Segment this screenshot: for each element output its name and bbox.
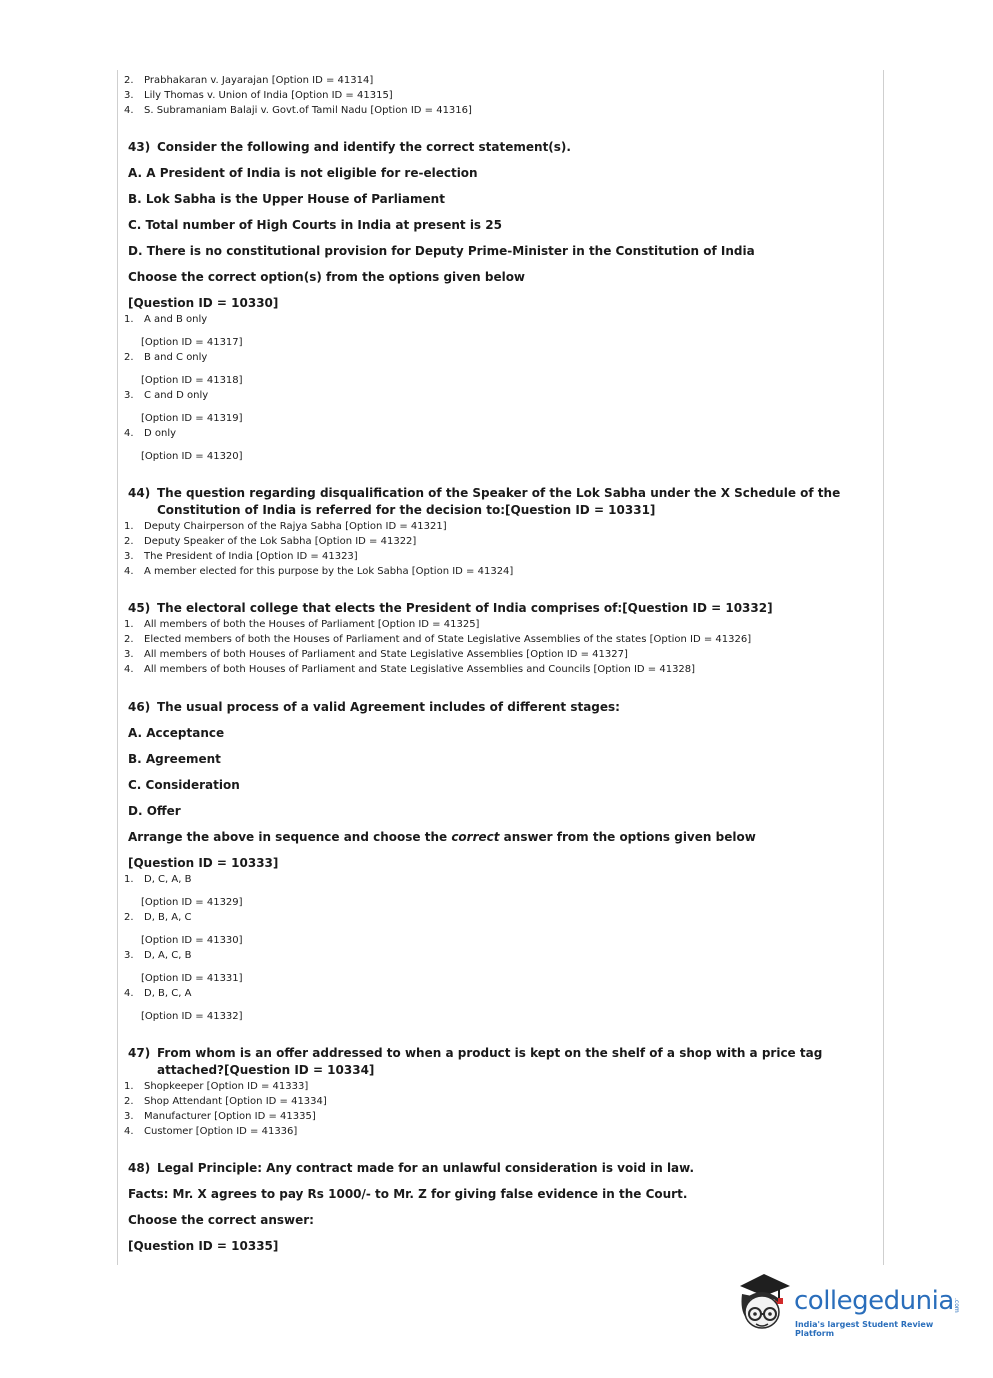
- statement: B. Agreement: [128, 752, 221, 766]
- option-row: 3. All members of both Houses of Parliament and State Legislative Assemblies [Option ID = 41327]: [124, 649, 628, 660]
- option-id: [Option ID = 41319]: [141, 413, 243, 424]
- question-47: [124, 1045, 869, 1139]
- question-title: 48) Legal Principle: Any contract made for an unlawful consideration is void in law.: [128, 1161, 695, 1175]
- statement: B. Lok Sabha is the Upper House of Parliament: [128, 192, 445, 206]
- logo-tagline: India's largest Student Review Platform: [795, 1320, 934, 1338]
- statement: C. Total number of High Courts in India at present is 25: [128, 218, 502, 232]
- option-row: 1. Deputy Chairperson of the Rajya Sabha [Option ID = 41321]: [124, 521, 447, 532]
- option-id: [Option ID = 41329]: [141, 897, 243, 908]
- option-id: [Option ID = 41331]: [141, 973, 243, 984]
- question-title: 47) From whom is an offer addressed to when a product is kept on the shelf of a shop with a price tag attached?[Question ID = 10334]: [128, 1046, 823, 1077]
- question-45: [124, 600, 869, 677]
- statement: D. There is no constitutional provision for Deputy Prime-Minister in the Constitution of India: [128, 244, 755, 258]
- option-id: [Option ID = 41320]: [141, 451, 243, 462]
- question-title: 46) The usual process of a valid Agreement includes of different stages:: [128, 700, 620, 714]
- option-row: 4. A member elected for this purpose by the Lok Sabha [Option ID = 41324]: [124, 566, 514, 577]
- option-row: 3. The President of India [Option ID = 41323]: [124, 551, 358, 562]
- arrange-instruction: Arrange the above in sequence and choose the correct answer from the options given below: [128, 830, 756, 844]
- question-id: [Question ID = 10330]: [128, 296, 279, 310]
- option-row: 3. Manufacturer [Option ID = 41335]: [124, 1111, 316, 1122]
- statement: A. A President of India is not eligible for re-election: [128, 166, 478, 180]
- option-row: 1. All members of both the Houses of Parliament [Option ID = 41325]: [124, 619, 480, 630]
- question-title: 44) The question regarding disqualification of the Speaker of the Lok Sabha under the X Schedule of the Constitution of India is referred for the decision to:[Question ID = 10331]: [128, 486, 841, 517]
- option-id: [Option ID = 41332]: [141, 1011, 243, 1022]
- statement: Choose the correct option(s) from the options given below: [128, 270, 526, 284]
- question-id: [Question ID = 10333]: [128, 856, 279, 870]
- question-46: [124, 699, 869, 1024]
- option-row: 1. Shopkeeper [Option ID = 41333]: [124, 1081, 309, 1092]
- option-id: [Option ID = 41330]: [141, 935, 243, 946]
- student-mascot-icon: [734, 1272, 794, 1342]
- option-row: 1. A and B only: [124, 314, 208, 325]
- logo-domain: .com: [953, 1298, 960, 1313]
- option-row: 3. D, A, C, B: [124, 950, 192, 961]
- question-48: [124, 1160, 869, 1255]
- statement: A. Acceptance: [128, 726, 225, 740]
- option-row: 4. Customer [Option ID = 41336]: [124, 1126, 298, 1137]
- question-paper: [124, 73, 869, 1255]
- statement: C. Consideration: [128, 778, 240, 792]
- option-row: 1. D, C, A, B: [124, 874, 192, 885]
- option-row: 2. Elected members of both the Houses of Parliament and of State Legislative Assemblies of the states [Option ID = 41326]: [124, 634, 752, 645]
- option-row: 4. D, B, C, A: [124, 988, 192, 999]
- question-title: 45) The electoral college that elects the President of India comprises of:[Question ID = 10332]: [128, 601, 773, 615]
- option-row: 3. Lily Thomas v. Union of India [Option ID = 41315]: [124, 90, 393, 101]
- option-row: 2. Shop Attendant [Option ID = 41334]: [124, 1096, 327, 1107]
- statement: Choose the correct answer:: [128, 1213, 314, 1227]
- logo-wordmark: collegedunia: [794, 1286, 954, 1316]
- option-row: 4. D only: [124, 428, 177, 439]
- option-row: 2. Deputy Speaker of the Lok Sabha [Option ID = 41322]: [124, 536, 417, 547]
- option-row: 4. All members of both Houses of Parliament and State Legislative Assemblies and Councils [Option ID = 41328]: [124, 664, 696, 675]
- question-44: [124, 485, 869, 579]
- page-frame-left: [117, 70, 118, 1265]
- prev-question-options: [124, 73, 869, 118]
- question-title: 43) Consider the following and identify the correct statement(s).: [128, 140, 571, 154]
- collegedunia-logo[interactable]: [734, 1272, 964, 1342]
- option-row: 2. Prabhakaran v. Jayarajan [Option ID = 41314]: [124, 75, 374, 86]
- statement: Facts: Mr. X agrees to pay Rs 1000/- to Mr. Z for giving false evidence in the Court.: [128, 1187, 688, 1201]
- option-id: [Option ID = 41318]: [141, 375, 243, 386]
- question-43: [124, 139, 869, 464]
- statement: D. Offer: [128, 804, 181, 818]
- question-id: [Question ID = 10335]: [128, 1239, 279, 1253]
- page-frame-right: [883, 70, 884, 1265]
- option-row: 3. C and D only: [124, 390, 209, 401]
- option-row: 2. D, B, A, C: [124, 912, 192, 923]
- option-row: 2. B and C only: [124, 352, 208, 363]
- option-row: 4. S. Subramaniam Balaji v. Govt.of Tamil Nadu [Option ID = 41316]: [124, 105, 472, 116]
- option-id: [Option ID = 41317]: [141, 337, 243, 348]
